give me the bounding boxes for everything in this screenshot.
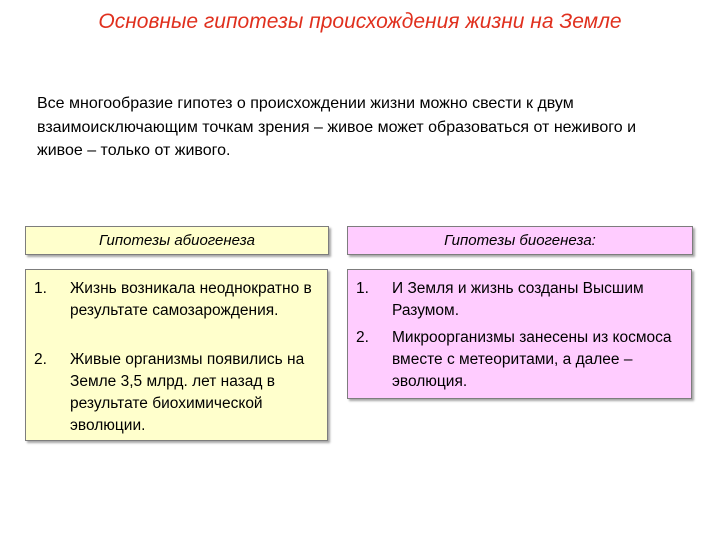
item-number: 2. — [34, 351, 47, 368]
abiogenesis-list — [25, 269, 328, 441]
item-number: 2. — [356, 329, 369, 346]
item-text: Живые организмы появились на Земле 3,5 млрд. лет назад в результате биохимической эволюции. — [70, 351, 305, 434]
item-text: И Земля и жизнь созданы Высшим Разумом. — [392, 280, 644, 319]
intro-paragraph: Все многообразие гипотез о происхождении жизни можно свести к двум взаимоисключающим точкам зрения – живое может образоваться от неживого и живое – только от живого. — [37, 95, 636, 159]
abiogenesis-header: Гипотезы абиогенеза — [25, 226, 329, 255]
biogenesis-header: Гипотезы биогенеза: — [347, 226, 693, 255]
item-number: 1. — [34, 280, 47, 297]
item-text: Жизнь возникала неоднократно в результате самозарождения. — [70, 280, 312, 319]
biogenesis-list — [347, 269, 692, 399]
item-text: Микроорганизмы занесены из космоса вместе с метеоритами, а далее – эволюция. — [392, 329, 672, 390]
item-number: 1. — [356, 280, 369, 297]
page-title: Основные гипотезы происхождения жизни на Земле — [98, 10, 622, 33]
